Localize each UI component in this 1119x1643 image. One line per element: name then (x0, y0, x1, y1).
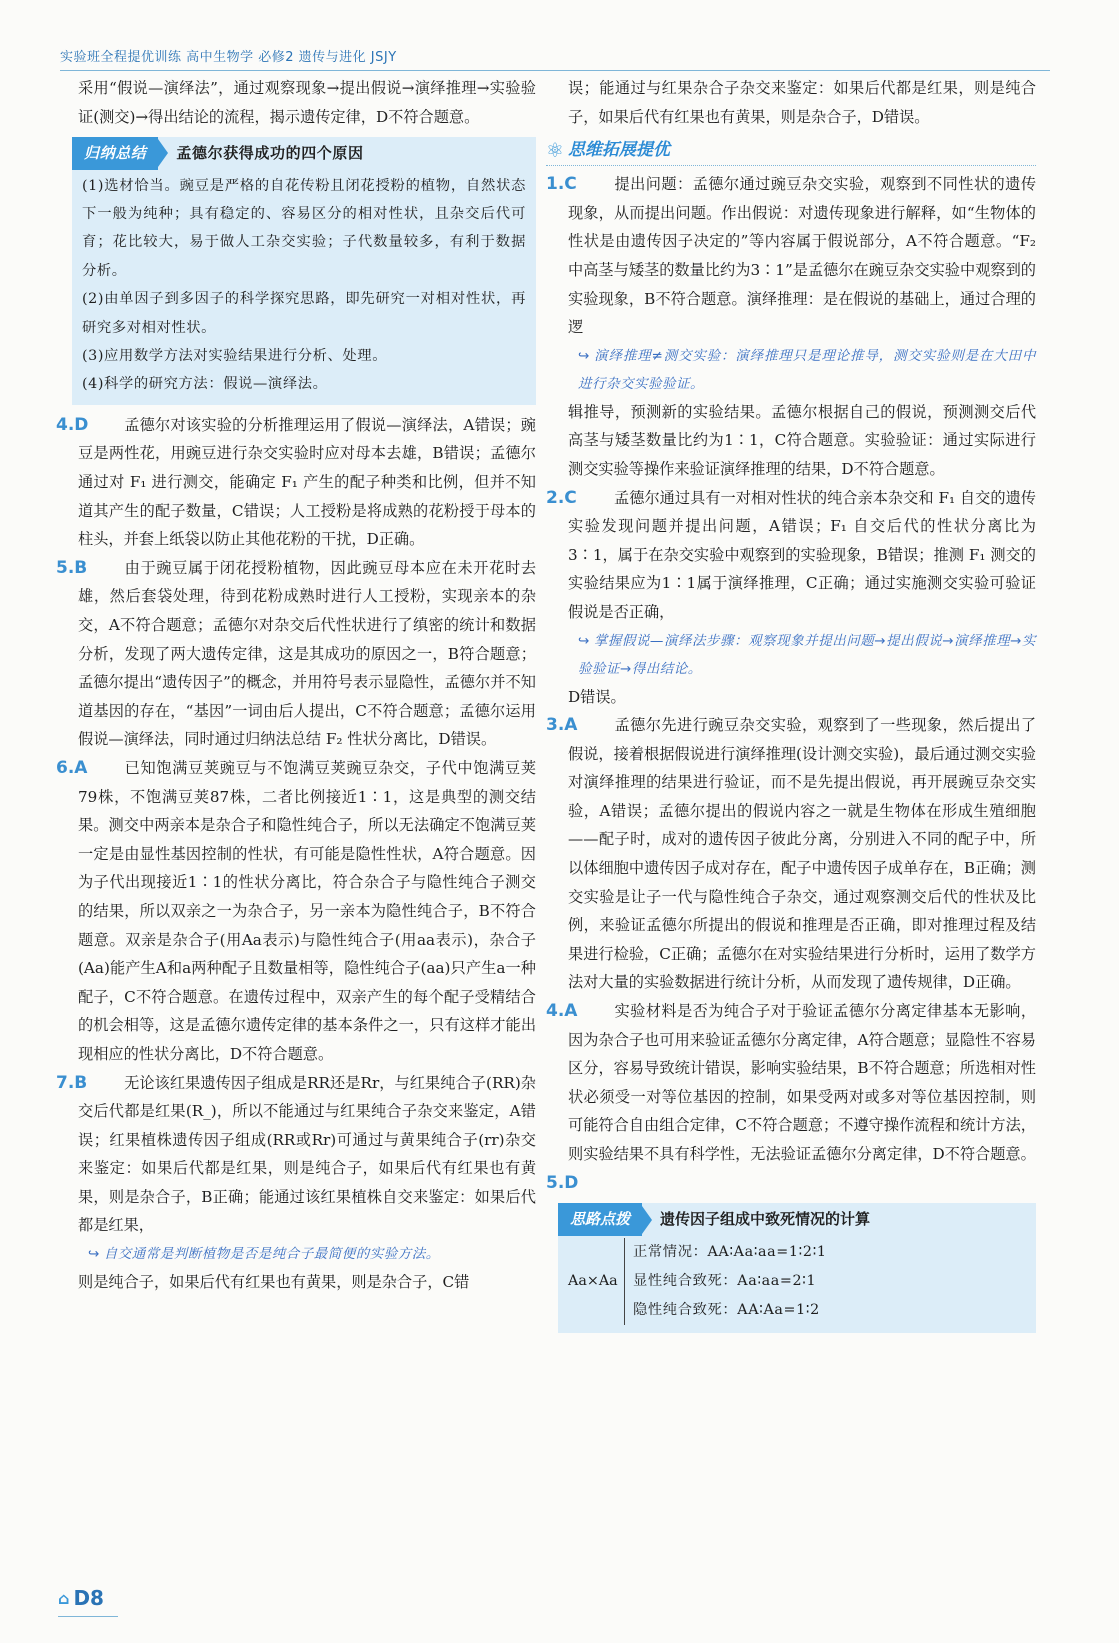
tip-bracket (624, 1238, 827, 1325)
tip-row: 正常情况：AA∶Aa∶aa=1∶2∶1 (633, 1244, 827, 1261)
left-intro: 采用“假说—演绎法”，通过观察现象→提出假说→演绎推理→实验验证(测交)→得出结论的流程，揭示遗传定律，D不符合题意。 (78, 79, 536, 126)
left-column (56, 74, 536, 1297)
answer-number: 5.D (546, 1172, 579, 1193)
summary-title: 孟德尔获得成功的四个原因 (176, 144, 364, 163)
summary-box (72, 137, 536, 405)
answer-text: 由于豌豆属于闭花授粉植物，因此豌豆母本应在未开花时去雄，然后套袋处理，待到花粉成熟时进行人工授粉，实现亲本的杂交，A不符合题意；孟德尔对杂交后代性状进行了缜密的统计和数据分析，发现了两大遗传定律，这是其成功的原因之一，B符合题意；孟德尔提出“遗传因子”的概念，并用符号表示显隐性，孟德尔并不知道基因的存在，“基因”一词由后人提出，C不符合题意；孟德尔运用假说—演绎法，同时通过归纳法总结 F₂ 性状分离比，D错误。 (78, 558, 536, 749)
tip-row: 隐性纯合致死：AA∶Aa=1∶2 (633, 1302, 820, 1319)
curved-arrow-icon: ↪ (578, 632, 590, 649)
ext-answer-2 (546, 484, 1036, 627)
curved-arrow-icon: ↪ (578, 347, 590, 364)
tip-box-header (558, 1203, 1026, 1236)
page-number-text: D8 (73, 1586, 104, 1610)
answer-number: 6.A (56, 757, 88, 778)
answer-text: 孟德尔先进行豌豆杂交实验，观察到了一些现象，然后提出了假说，接着根据假说进行演绎推理(设计测交实验)，最后通过测交实验对演绎推理的结果进行验证，而不是先提出假说，再开展豌豆杂交实验，A错误；孟德尔提出的假说内容之一就是生物体在形成生殖细胞——配子时，成对的遗传因子彼此分离，分别进入不同的配子中，所以体细胞中遗传因子成对存在，配子中遗传因子成单存在，B正确；测交实验是让子一代与隐性纯合子杂交，通过观察测交后代的性状及比例，来验证孟德尔所提出的假说和推理是否正确，即对推理过程及结果进行检验，C正确；孟德尔在对实验结果进行分析时，运用了数学方法对大量的实验数据进行统计分析，从而发现了遗传规律，D正确。 (568, 716, 1036, 992)
answer-7-continued: 误；能通过与红果杂合子杂交来鉴定：如果后代都是红果，则是纯合子，如果后代有红果也有黄果，则是杂合子，D错误。 (568, 79, 1036, 126)
section-header (546, 135, 1036, 166)
answer-text: 无论该红果遗传因子组成是RR还是Rr，与红果纯合子(RR)杂交后代都是红果(R_)，所以不能通过与红果纯合子杂交来鉴定，A错误；红果植株遗传因子组成(RR或Rr)可通过与黄果纯合子(rr)杂交来鉴定：如果后代都是红果，则是纯合子，如果后代有红果也有黄果，则是杂合子，B正确；能通过该红果植株自交来鉴定：如果后代都是红果， (78, 1073, 536, 1235)
answer-text-continued: 辑推导，预测新的实验结果。孟德尔根据自己的假说，预测测交后代高茎与矮茎数量比约为1∶1，C符合题意。实验验证：通过实际进行测交实验等操作来验证演绎推理的结果，D不符合题意。 (568, 402, 1036, 478)
answer-text: 孟德尔通过具有一对相对性状的纯合亲本杂交和 F₁ 自交的遗传实验发现问题并提出问题，A错误；F₁ 自交后代的性状分离比为3∶1，属于在杂交实验中观察到的实验现象，B错误；推测 F₁ 测交的实验结果应为1∶1属于演绎推理，C正确；通过实施测交实验可验证假说是否正确， (568, 488, 1036, 621)
summary-item: (2)由单因子到多因子的科学探究思路，即先研究一对相对性状，再研究多对相对性状。 (82, 291, 526, 336)
handwritten-note (78, 1240, 536, 1268)
tip-title: 遗传因子组成中致死情况的计算 (660, 1210, 871, 1229)
answer-number: 7.B (56, 1072, 88, 1093)
answer-number: 4.A (546, 1001, 578, 1022)
summary-box-header (72, 137, 526, 169)
handwritten-note (568, 342, 1036, 398)
header-text: 实验班全程提优训练 高中生物学 必修2 遗传与进化 JSJY (60, 50, 397, 65)
tip-box (558, 1203, 1036, 1333)
answer-text-continued: D错误。 (568, 687, 626, 706)
tip-cross-label: Aa×Aa (568, 1273, 618, 1290)
note-text: 演绎推理≠测交实验：演绎推理只是理论推导，测交实验则是在大田中进行杂交实验验证。 (578, 347, 1036, 392)
tip-row: 显性纯合致死：Aa∶aa=2∶1 (633, 1273, 817, 1290)
ext-answer-1 (546, 170, 1036, 342)
answer-7 (56, 1069, 536, 1241)
tag-arrow-icon (642, 1206, 652, 1234)
page-number-rule (58, 1616, 118, 1617)
right-column (546, 74, 1036, 1333)
answer-number: 5.B (56, 557, 88, 578)
ext-answer-4 (546, 997, 1036, 1169)
answer-number: 1.C (546, 174, 577, 195)
curved-arrow-icon: ↪ (88, 1246, 100, 1263)
answer-text: 提出问题：孟德尔通过豌豆杂交实验，观察到不同性状的遗传现象，从而提出问题。作出假说：对遗传现象进行解释，如“生物体的性状是由遗传因子决定的”等内容属于假说部分，A不符合题意。“F₂ 中高茎与矮茎的数量比约为3∶1”是孟德尔在豌豆杂交实验中观察到的实验现象，B不符合题意。演绎推理：是在假说的基础上，通过合理的逻 (568, 175, 1036, 337)
running-header (60, 48, 1050, 71)
summary-item: (3)应用数学方法对实验结果进行分析、处理。 (82, 348, 388, 365)
ext-answer-3 (546, 711, 1036, 997)
answer-text: 已知饱满豆荚豌豆与不饱满豆荚豌豆杂交，子代中饱满豆荚79株，不饱满豆荚87株，二者比例接近1∶1，这是典型的测交结果。测交中两亲本是杂合子和隐性纯合子，所以无法确定不饱满豆荚一定是由显性基因控制的性状，有可能是隐性性状，A符合题意。因为子代出现接近1∶1的性状分离比，符合杂合子与隐性纯合子测交的结果，所以双亲之一为杂合子，另一亲本为隐性纯合子，B不符合题意。双亲是杂合子(用Aa表示)与隐性纯合子(用aa表示)，杂合子(Aa)能产生A和a两种配子且数量相等，隐性纯合子(aa)只产生a一种配子，C不符合题意。在遗传过程中，双亲产生的每个配子受精结合的机会相等，这是孟德尔遗传定律的基本条件之一，只有这样才能出现相应的性状分离比，D不符合题意。 (78, 758, 536, 1063)
home-icon: ⌂ (58, 1588, 70, 1608)
answer-6 (56, 754, 536, 1069)
page-number (58, 1586, 104, 1610)
answer-text: 实验材料是否为纯合子对于验证孟德尔分离定律基本无影响，因为杂合子也可用来验证孟德尔分离定律，A符合题意；显隐性不容易区分，容易导致统计错误，影响实验结果，B不符合题意；所选相对性状必须受一对等位基因的控制，如果受两对或多对等位基因控制，则可能符合自由组合定律，C不符合题意；不遵守操作流程和统计方法，则实验结果不具有科学性，无法验证孟德尔分离定律，D不符合题意。 (568, 1002, 1036, 1163)
answer-number: 2.C (546, 487, 577, 508)
answer-7-tail: 则是纯合子，如果后代有红果也有黄果，则是杂合子，C错 (78, 1273, 470, 1292)
summary-item: (4)科学的研究方法：假说—演绎法。 (82, 376, 328, 393)
note-text: 自交通常是判断植物是否是纯合子最简便的实验方法。 (103, 1246, 440, 1263)
handwritten-note (568, 627, 1036, 683)
answer-5 (56, 554, 536, 754)
tag-arrow-icon (158, 139, 168, 167)
tip-cross-group (568, 1238, 1026, 1325)
answer-number: 4.D (56, 414, 89, 435)
note-text: 掌握假说—演绎法步骤：观察现象并提出问题→提出假说→演绎推理→实验验证→得出结论。 (578, 632, 1036, 677)
answer-4 (56, 411, 536, 554)
summary-item: (1)选材恰当。豌豆是严格的自花传粉且闭花授粉的植物，自然状态下一般为纯种；具有稳定的、容易区分的相对性状，且杂交后代可育；花比较大，易于做人工杂交实验；子代数量较多，有利于数据分析。 (82, 177, 526, 279)
answer-text: 孟德尔对该实验的分析推理运用了假说—演绎法，A错误；豌豆是两性花，用豌豆进行杂交实验时应对母本去雄，B错误；孟德尔通过对 F₁ 进行测交，能确定 F₁ 产生的配子种类和比例，但并不知道其产生的配子数量，C错误；人工授粉是将成熟的花粉授于母本的柱头，并套上纸袋以防止其他花粉的干扰，D正确。 (78, 415, 536, 549)
answer-number: 3.A (546, 715, 578, 736)
ext-answer-5 (546, 1169, 1036, 1198)
atom-icon: ⚛ (546, 137, 564, 162)
summary-tag: 归纳总结 (72, 137, 158, 169)
section-title: 思维拓展提优 (567, 139, 670, 160)
tip-tag: 思路点拨 (558, 1203, 642, 1236)
